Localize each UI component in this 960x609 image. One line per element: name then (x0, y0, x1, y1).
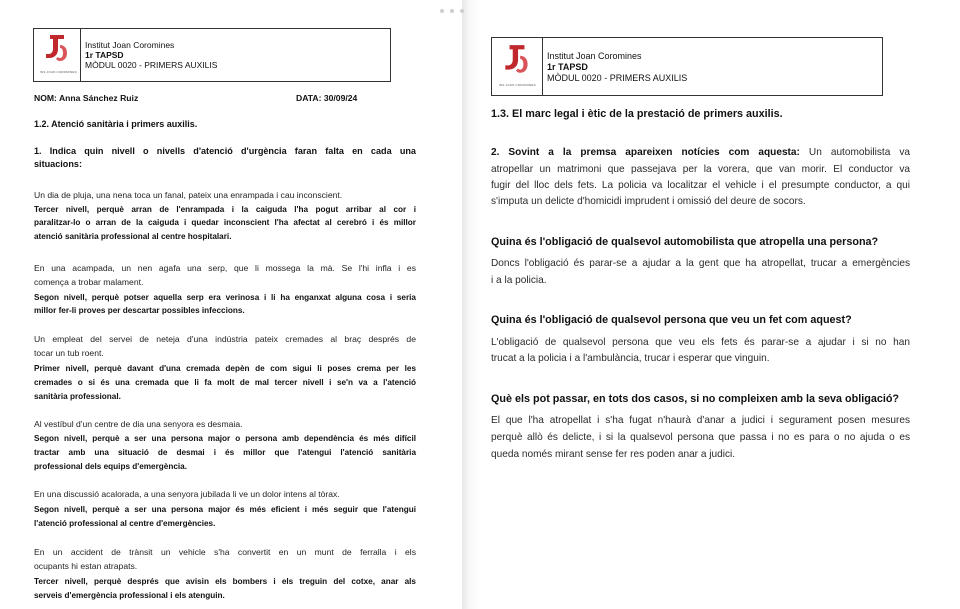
case-scenario: En una acampada, un nen agafa una serp, que li mossega la mà. Se l'hi infla i es (34, 263, 416, 273)
qa-question: Quina és l'obligació de qualsevol automobilista que atropella una persona? (491, 236, 879, 248)
qa-answer: trucat a la policia i a l'ambulància, trucar i esperar que vinguin. (491, 353, 770, 364)
qa-question: Què els pot passar, en tots dos casos, si no compleixen amb la seva obligació? (491, 393, 900, 405)
header-course: 1r TAPSD (547, 62, 588, 72)
case-answer: atenció sanitària professional al centre hospitalari. (34, 232, 232, 241)
date: DATA: 30/09/24 (296, 93, 358, 103)
case-scenario: ocupants hi estan atrapats. (34, 561, 138, 571)
case-scenario: En una discussió acalorada, a una senyora jubilada li ve un dolor intens al tòrax. (34, 489, 340, 499)
case-answer: professional dels equips d'emergència. (34, 462, 188, 471)
case-scenario: Un empleat del servei de neteja d'una indústria pateix cremades al braç després de (34, 334, 416, 344)
question-1-line: 1. Indica quin nivell o nivells d'atenció d'urgència faran falta en cada una (34, 146, 416, 156)
page-gutter (462, 0, 480, 609)
question-2-lead: 2. Sovint a la premsa apareixen notícies com aquesta: (491, 147, 800, 158)
logo-caption: INS JOAN COROMINES (40, 70, 77, 74)
school-logo-icon (42, 33, 72, 65)
case-scenario: Al vestíbul d'un centre de dia una senyora es desmaia. (34, 419, 243, 429)
section-title: 1.2. Atenció sanitària i primers auxilis. (34, 119, 198, 129)
logo-caption: INS JOAN COROMINES (499, 83, 536, 87)
qa-answer: queda només mirant sense fer res poden anar a judici. (491, 449, 736, 460)
left-header-box (33, 28, 391, 82)
case-scenario: En un accident de trànsit un vehicle s'ha convertit en un munt de ferralla i els (34, 547, 416, 557)
intro-rest: Un automobilista va (799, 147, 910, 158)
case-answer: Tercer nivell, perquè després que avisin els bombers i els treguin del cotxe, anar als (34, 577, 416, 586)
case-scenario: tocar un tub roent. (34, 348, 104, 358)
case-answer: millor fer-li proves per descartar possibles infeccions. (34, 306, 245, 315)
case-answer: l'atenció professional al centre d'emergències. (34, 519, 216, 528)
header-module: MÒDUL 0020 - PRIMERS AUXILIS (85, 60, 218, 70)
case-answer: tractar amb una situació de desmai i és millor que l'atengui l'atenció sanitària (34, 448, 416, 457)
case-answer: cremades o si és una cremada que li fa molt de mal tercer nivell i se'n va a l'atenció (34, 378, 416, 387)
school-logo (34, 29, 81, 81)
school-logo (492, 38, 543, 95)
case-answer: serveis d'emergència professional i els atenguin. (34, 591, 225, 600)
header-institution: Institut Joan Coromines (85, 40, 175, 50)
section-title: 1.3. El marc legal i ètic de la prestació de primers auxilis. (491, 108, 783, 120)
qa-answer: perquè allò és delicte, i si la qualsevol persona que passa i no es para o no ajuda o es (491, 432, 910, 443)
qa-answer: Doncs l'obligació és parar-se a ajudar a la gent que ha atropellat, trucar a emergències (491, 258, 910, 269)
header-institution: Institut Joan Coromines (547, 51, 642, 61)
intro-line (491, 144, 910, 161)
school-logo-icon (501, 43, 533, 77)
header-module: MÒDUL 0020 - PRIMERS AUXILIS (547, 73, 688, 83)
case-answer: paralitzar-lo o arran de la caiguda i quedar inconscient l'ha afectat al cerebró i és millor (34, 218, 416, 227)
qa-question: Quina és l'obligació de qualsevol persona que veu un fet com aquest? (491, 314, 852, 326)
case-answer: Primer nivell, perquè davant d'una cremada depèn de com sigui li poses crema per les (34, 364, 416, 373)
qa-answer: i a la policia. (491, 275, 547, 286)
top-dots (440, 0, 500, 6)
intro-line: atropellar un matrimoni que passejava per la vorera, que van morir. El conductor va (491, 164, 910, 175)
case-answer: Segon nivell, perquè a ser una persona major és més eficient i més seguir que l'atengui (34, 505, 416, 514)
student-name: NOM: Anna Sánchez Ruiz (34, 93, 139, 103)
case-answer: sanitària professional. (34, 392, 121, 401)
case-answer: Segon nivell, perquè a ser una persona major o persona amb dependència és més difícil (34, 434, 416, 443)
case-answer: Segon nivell, perquè potser aquella serp era verinosa i li ha enganxat alguna cosa i seria (34, 293, 416, 302)
qa-answer: L'obligació de qualsevol persona que veu els fets és parar-se a ajudar i si no han (491, 337, 910, 348)
question-1-line: situacions: (34, 159, 83, 169)
case-scenario: comença a trobar malament. (34, 277, 144, 287)
header-course: 1r TAPSD (85, 50, 124, 60)
qa-answer: El que l'ha atropellat i s'ha fugat n'haurà d'anar a judici i segurament posen mesures (491, 415, 910, 426)
right-header-box (491, 37, 883, 96)
intro-line: fugir del lloc dels fets. La policia va localitzar el vehicle i el presumpte conductor, a qui (491, 180, 910, 191)
case-answer: Tercer nivell, perquè arran de l'enrampada i la caiguda l'ha pogut arribar al cor i (34, 205, 416, 214)
case-scenario: Un dia de pluja, una nena toca un fanal, pateix una enrampada i cau inconscient. (34, 190, 343, 200)
intro-line: s'imputa un delicte d'homicidi imprudent i omissió del deure de socors. (491, 196, 806, 207)
